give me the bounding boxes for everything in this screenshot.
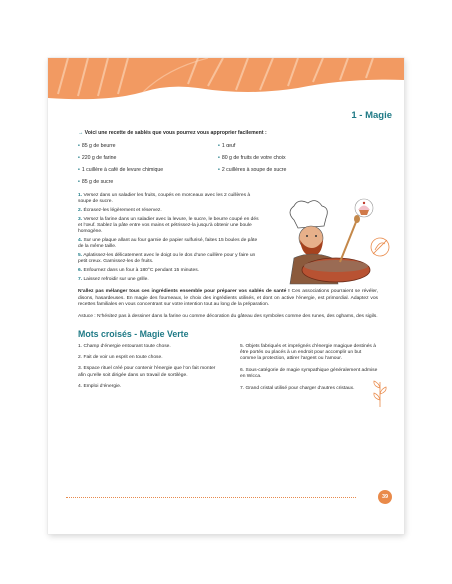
list-item: 3. Versez la farine dans un saladier avec la levure, le sucre, le beurre coupé en dés et l’œuf. Sablez la pâte entre vos mains et pétrissez-la jusqu’à obtenir une boule homogène. bbox=[78, 216, 259, 235]
list-item: 3. Espace rituel créé pour contenir l’énergie que l’on fait monter afin qu’elle soit dirigée dans un travail de sortilège. bbox=[78, 366, 216, 378]
list-item: 4. Emploi d’énergie. bbox=[78, 384, 122, 390]
list-item: 6. Enfournez dans un four à 180°C pendant 15 minutes. bbox=[78, 268, 200, 274]
list-item: 1. Champ d’énergie entourant toute chose. bbox=[78, 343, 171, 349]
list-item: • 80 g de fruits de votre choix bbox=[218, 155, 286, 161]
list-item: • 220 g de farine bbox=[78, 155, 117, 161]
section-title: Mots croisés - Magie Verte bbox=[78, 328, 189, 339]
list-item: 5. Objets fabriqués et imprégnés d’énergie magique destinés à être portés ou placés à un endroit pour accomplir un but comme la protection, attirer l’argent ou l’amour. bbox=[240, 343, 376, 362]
herb-icon bbox=[371, 378, 389, 408]
list-item: • 1 cuillère à café de levure chimique bbox=[78, 167, 164, 173]
tip-paragraph: Astuce : N’hésitez pas à dessiner dans la farine ou comme décoration du gâteau des symboles comme des runes, des oghams, des sigils. bbox=[78, 314, 378, 320]
crossword-column-left bbox=[78, 344, 216, 397]
list-item: • 85 g de sucre bbox=[78, 179, 114, 185]
list-item: 4. Sur une plaque allant au four garnie de papier sulfurisé, faites 15 boules de pâte de la même taille. bbox=[78, 238, 258, 250]
list-item: • 85 g de beurre bbox=[78, 143, 116, 149]
recipe-steps bbox=[78, 193, 260, 266]
footer-divider bbox=[66, 497, 356, 498]
list-item: 1. Versez dans un saladier les fruits, coupés en morceaux avec les 2 cuillères à soupe de sucre. bbox=[78, 193, 251, 205]
book-page bbox=[48, 58, 404, 534]
page-number: 39 bbox=[378, 490, 392, 504]
crossword-column-right bbox=[240, 344, 378, 397]
crossword-clues bbox=[78, 344, 378, 397]
arrow-icon: → bbox=[78, 130, 84, 136]
list-item: 7. Laissez refroidir sur une grille. bbox=[78, 276, 149, 282]
list-item: • 2 cuillères à soupe de sucre bbox=[218, 167, 287, 173]
list-item: 6. Sous-catégorie de magie sympathique généralement admise en Wicca. bbox=[240, 367, 378, 380]
list-item: 2. Écrasez-les légèrement et réservez. bbox=[78, 208, 162, 214]
list-item: 2. Fait de voir un esprit en toute chose. bbox=[78, 355, 163, 361]
palm-leaf-icon bbox=[48, 58, 404, 108]
recipe-intro-text: Voici une recette de sablés que vous pourrez vous approprier facilement : bbox=[84, 130, 267, 136]
chef-illustration bbox=[280, 198, 376, 294]
ingredient-list bbox=[78, 143, 378, 185]
list-item: 7. Grand cristal utilisé pour charger d’autres cristaux. bbox=[240, 385, 355, 391]
recipe-intro bbox=[78, 130, 378, 136]
warning-paragraph: N’allez pas mélanger tous ces ingrédients ensemble pour préparer vos sablés de santé ! Ces associations pourraient se révéler, disons, hasardeuses. En magie des fourneaux, le choix des ingrédients utilisés, et dont on active l’énergie, est primordial. Adaptez vos recettes familiales en vous concentrant sur votre intention tout au long de la préparation. bbox=[78, 289, 378, 307]
list-item: • 1 œuf bbox=[218, 143, 236, 149]
page-title: 1 - Magie bbox=[351, 110, 392, 121]
no-mix-icon bbox=[369, 236, 391, 258]
list-item: 5. Aplatissez-les délicatement avec le doigt ou le dos d’une cuillère pour y faire un petit creux. Garnissez-les de fruits. bbox=[78, 253, 256, 265]
